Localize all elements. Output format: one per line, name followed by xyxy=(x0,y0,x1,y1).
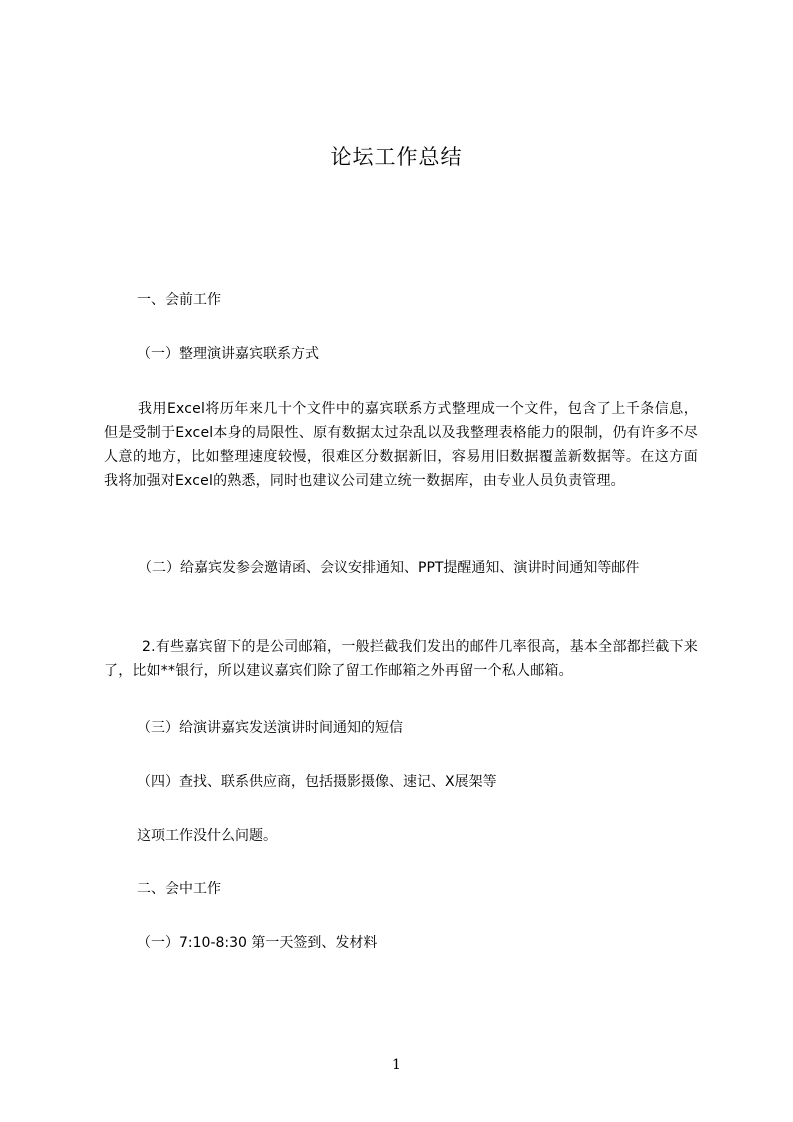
document-title: 论坛工作总结 xyxy=(330,145,463,169)
subheading-find-suppliers: （四）查找、联系供应商，包括摄影摄像、速记、X展架等 xyxy=(137,774,497,790)
paragraph-no-issues: 这项工作没什么问题。 xyxy=(137,828,277,844)
subheading-send-emails: （二）给嘉宾发参会邀请函、会议安排通知、PPT提醒通知、演讲时间通知等邮件 xyxy=(138,560,640,576)
subheading-day-one-signin: （一）7:10-8:30 第一天签到、发材料 xyxy=(137,935,378,951)
subheading-send-sms: （三）给演讲嘉宾发送演讲时间通知的短信 xyxy=(137,720,403,736)
subheading-organize-contacts: （一）整理演讲嘉宾联系方式 xyxy=(137,346,319,362)
section-heading-during-meeting: 二、会中工作 xyxy=(137,881,221,897)
paragraph-excel-contacts: 我用Excel将历年来几十个文件中的嘉宾联系方式整理成一个文件，包含了上千条信息，但是受制于Excel本身的局限性、原有数据太过杂乱以及我整理表格能力的限制，仍有许多不尽人意的地方，比如整理速度较慢，很难区分数据新旧，容易用旧数据覆盖新数据等。在这方面我将加强对Excel的熟悉，同时也建议公司建立统一数据库，由专业人员负责管理。 xyxy=(104,401,698,489)
paragraph-email-interception: 2.有些嘉宾留下的是公司邮箱，一般拦截我们发出的邮件几率很高，基本全部都拦截下来了，比如**银行，所以建议嘉宾们除了留工作邮箱之外再留一个私人邮箱。 xyxy=(104,639,698,679)
section-heading-pre-meeting: 一、会前工作 xyxy=(137,292,221,308)
page-number: 1 xyxy=(392,1057,401,1073)
